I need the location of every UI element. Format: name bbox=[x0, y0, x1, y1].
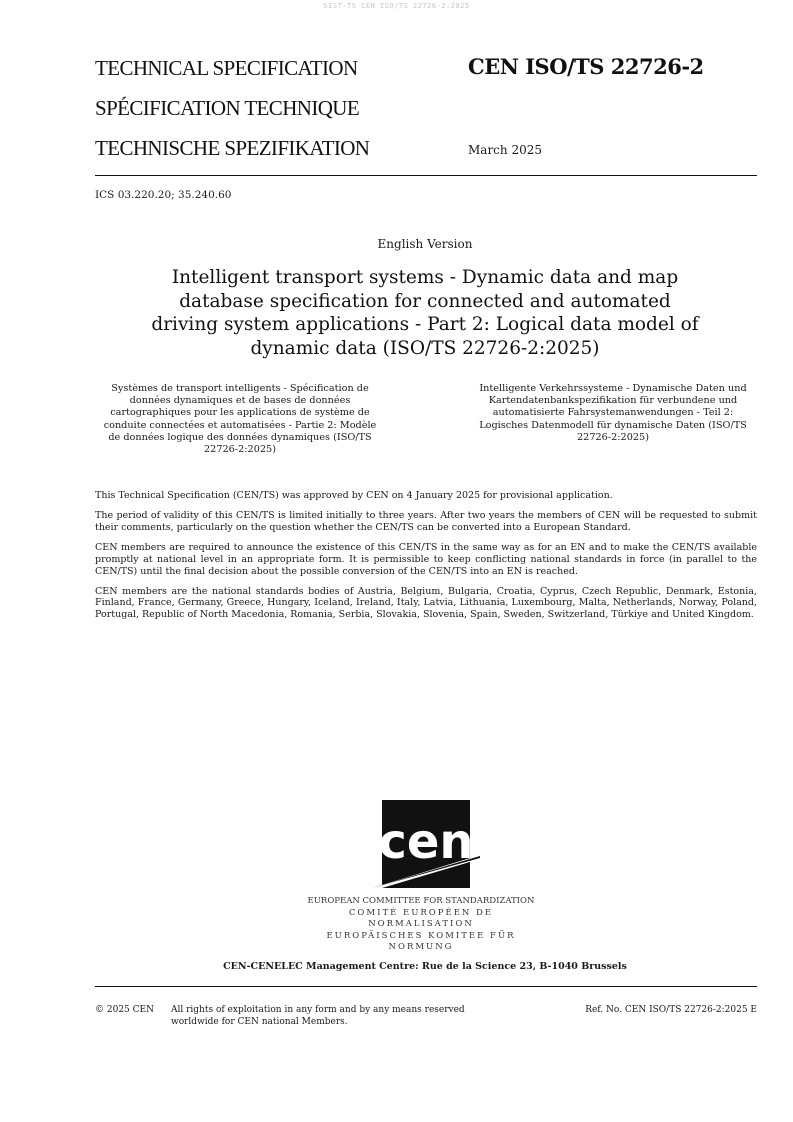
reference-number: Ref. No. CEN ISO/TS 22726-2:2025 E bbox=[585, 1005, 757, 1015]
publication-date: March 2025 bbox=[468, 143, 542, 157]
org-name-fr: COMITÉ EUROPÉEN DE NORMALISATION bbox=[348, 907, 494, 929]
rights-notice bbox=[171, 1004, 501, 1028]
standard-number: CEN ISO/TS 22726-2 bbox=[468, 54, 704, 79]
cen-logo-icon bbox=[372, 800, 482, 894]
header-divider bbox=[95, 175, 757, 176]
copyright: © 2025 CEN bbox=[95, 1005, 154, 1015]
paragraph: CEN members are the national standards bodies of Austria, Belgium, Bulgaria, Croatia, Cyprus, Czech Republic, Denmark, Estonia, Finland, France, Germany, Greece, Hungary, Iceland, Ireland, Italy, Latvia, Lithuania, Luxembourg, Malta, Netherlands, Norway, Poland, Portugal, Republic of North Macedonia, Romania, Serbia, Slovakia, Slovenia, Spain, Sweden, Switzerland, Türkiye and United Kingdom. bbox=[95, 585, 757, 621]
title-line: dynamic data (ISO/TS 22726-2:2025) bbox=[250, 337, 600, 359]
title-de-line: Kartendatenbankspezifikation für verbundene und bbox=[488, 395, 738, 407]
title-de-line: automatisierte Fahrsystemanwendungen - Teil 2: bbox=[492, 407, 734, 419]
title-line: database specification for connected and automated bbox=[179, 290, 671, 312]
footer-divider bbox=[95, 986, 757, 987]
management-centre: CEN-CENELEC Management Centre: Rue de la Science 23, B-1040 Brussels bbox=[223, 961, 627, 972]
document-title bbox=[145, 266, 705, 360]
title-line: Intelligent transport systems - Dynamic data and map bbox=[171, 267, 679, 288]
rights-line: worldwide for CEN national Members. bbox=[171, 1017, 348, 1027]
title-de-label: TECHNISCHE SPEZIFIKATION bbox=[95, 136, 370, 160]
title-fr-line: conduite connectées et automatisées - Partie 2: Modèle bbox=[103, 419, 377, 431]
title-fr-line: Systèmes de transport intelligents - Spécification de bbox=[111, 383, 369, 394]
rights-line: All rights of exploitation in any form and by any means reserved bbox=[171, 1005, 465, 1015]
title-fr-label: SPÉCIFICATION TECHNIQUE bbox=[95, 96, 360, 120]
org-name-en: EUROPEAN COMMITTEE FOR STANDARDIZATION bbox=[307, 896, 535, 906]
title-de-line: Logisches Datenmodell für dynamische Daten (ISO/TS bbox=[479, 419, 747, 431]
paragraph: The period of validity of this CEN/TS is limited initially to three years. After two years the members of CEN will be requested to submit their comments, particularly on the question whether the CEN/TS can be converted into a European Standard. bbox=[95, 510, 757, 533]
paragraph: CEN members are required to announce the existence of this CEN/TS in the same way as for an EN and to make the CEN/TS available promptly at national level in an appropriate form. It is permissible to keep conflicting national standards in force (in parallel to the CEN/TS) until the final decision about the possible conversion of the CEN/TS into an EN is reached. bbox=[95, 542, 757, 577]
org-name-de: EUROPÄISCHES KOMITEE FÜR NORMUNG bbox=[326, 930, 516, 952]
title-fr-line: de données logique des données dynamiques (ISO/TS bbox=[108, 431, 372, 443]
title-french bbox=[95, 383, 385, 456]
title-de-line: Intelligente Verkehrssysteme - Dynamische Daten und bbox=[479, 383, 747, 394]
title-fr-line: données dynamiques et de bases de données bbox=[129, 395, 351, 407]
organization-names bbox=[303, 896, 539, 954]
version-label: English Version bbox=[377, 237, 473, 251]
paragraph: This Technical Specification (CEN/TS) was approved by CEN on 4 January 2025 for provisional application. bbox=[95, 490, 613, 501]
title-german bbox=[468, 383, 758, 444]
title-fr-line: 22726-2:2025) bbox=[204, 444, 276, 456]
logo-text: cen bbox=[378, 814, 474, 870]
ics-codes: ICS 03.220.20; 35.240.60 bbox=[95, 189, 232, 201]
watermark: SIST-TS CEN ISO/TS 22726-2:2025 bbox=[323, 2, 470, 10]
title-fr-line: cartographiques pour les applications de système de bbox=[110, 407, 370, 419]
title-de-line: 22726-2:2025) bbox=[577, 431, 649, 443]
title-en-label: TECHNICAL SPECIFICATION bbox=[95, 56, 358, 80]
approval-text bbox=[95, 490, 757, 629]
title-line: driving system applications - Part 2: Logical data model of bbox=[151, 314, 699, 335]
